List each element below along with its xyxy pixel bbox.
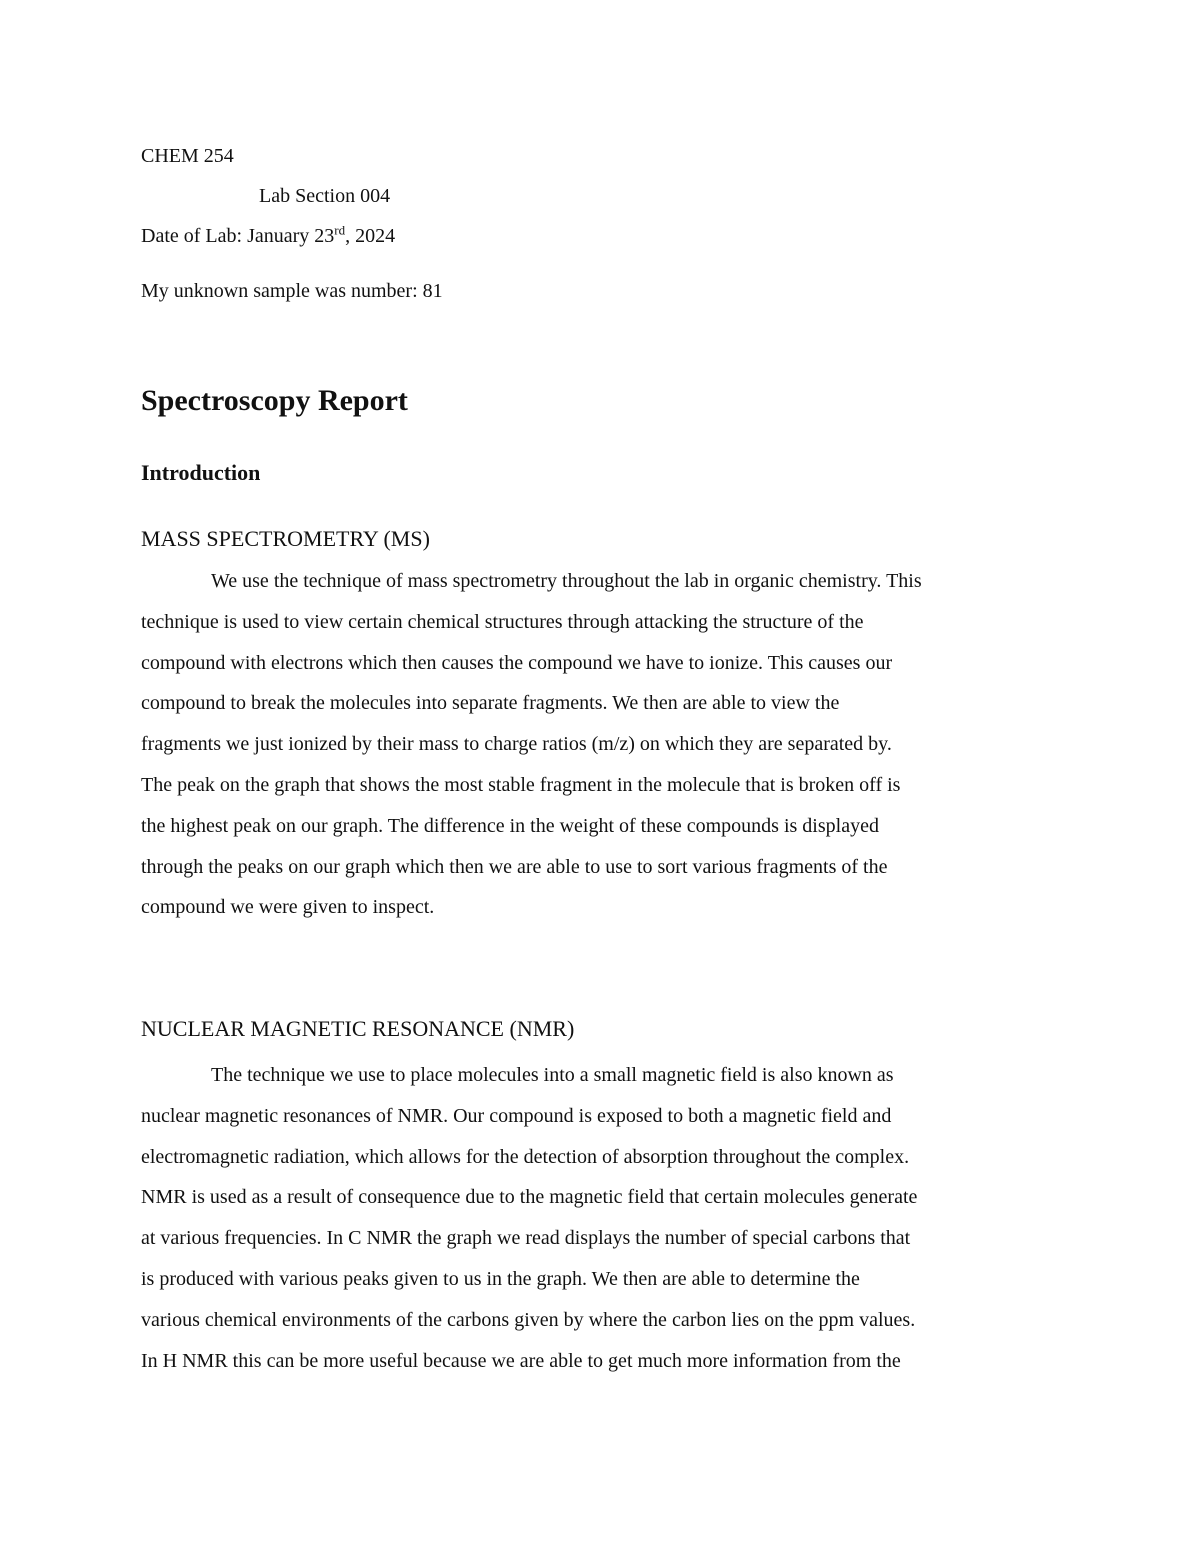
paragraph-line: The peak on the graph that shows the most stable fragment in the molecule that is broken off is: [141, 773, 901, 796]
paragraph-nmr: [141, 1055, 1061, 1381]
paragraph-line: various chemical environments of the carbons given by where the carbon lies on the ppm values.: [141, 1308, 916, 1331]
lab-date-superscript: rd: [334, 222, 346, 238]
paragraph-line: In H NMR this can be more useful because we are able to get much more information from the: [141, 1349, 901, 1372]
paragraph-line: compound with electrons which then causes the compound we have to ionize. This causes our: [141, 651, 893, 674]
paragraph-line: technique is used to view certain chemical structures through attacking the structure of the: [141, 610, 864, 633]
paragraph-line: at various frequencies. In C NMR the graph we read displays the number of special carbons that: [141, 1227, 911, 1250]
lab-date-prefix: Date of Lab: January 23: [141, 225, 335, 247]
paragraph-line: electromagnetic radiation, which allows for the detection of absorption throughout the complex.: [141, 1145, 910, 1168]
course-name: CHEM 254: [141, 145, 234, 167]
introduction-heading: Introduction: [141, 460, 261, 485]
paragraph-line: the highest peak on our graph. The difference in the weight of these compounds is displayed: [141, 814, 879, 837]
paragraph-line: NMR is used as a result of consequence due to the magnetic field that certain molecules generate: [141, 1186, 918, 1209]
unknown-sample-number: My unknown sample was number: 81: [141, 280, 443, 302]
paragraph-line: compound we were given to inspect.: [141, 896, 435, 919]
document-title: Spectroscopy Report: [141, 384, 408, 417]
paragraph-line: compound to break the molecules into separate fragments. We then are able to view the: [141, 692, 840, 715]
paragraph-line: fragments we just ionized by their mass to charge ratios (m/z) on which they are separated by.: [141, 733, 892, 756]
paragraph-mass-spectrometry: [141, 561, 1061, 928]
paragraph-line: is produced with various peaks given to us in the graph. We then are able to determine the: [141, 1267, 860, 1290]
section-heading-nmr: NUCLEAR MAGNETIC RESONANCE (NMR): [141, 1016, 575, 1041]
paragraph-line: The technique we use to place molecules into a small magnetic field is also known as: [211, 1064, 894, 1086]
paragraph-line: We use the technique of mass spectrometry throughout the lab in organic chemistry. This: [211, 570, 922, 592]
section-heading-mass-spectrometry: MASS SPECTROMETRY (MS): [141, 526, 430, 551]
lab-section: Lab Section 004: [259, 185, 391, 207]
lab-date-suffix: , 2024: [345, 225, 396, 247]
lab-date: [141, 222, 396, 248]
paragraph-line: through the peaks on our graph which then we are able to use to sort various fragments of the: [141, 855, 888, 878]
paragraph-line: nuclear magnetic resonances of NMR. Our compound is exposed to both a magnetic field and: [141, 1104, 892, 1127]
